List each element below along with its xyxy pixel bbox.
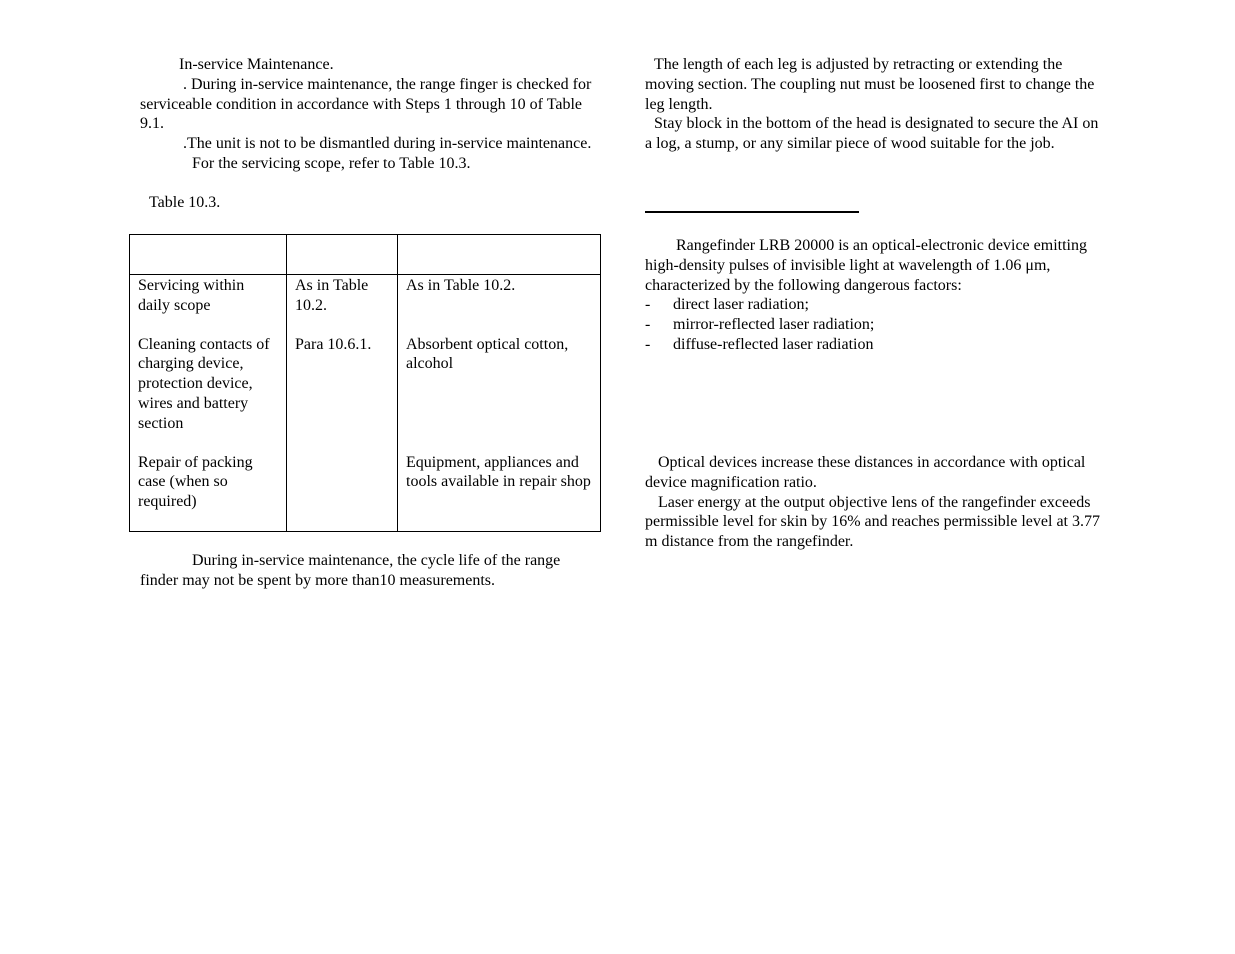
list-marker: -	[645, 335, 651, 353]
list-item-text: direct laser radiation;	[673, 296, 809, 314]
paragraph-no-dismantle: .The unit is not to be dismantled during in-service maintenance.	[183, 135, 592, 153]
servicing-table	[129, 234, 601, 532]
list-marker: -	[645, 316, 651, 334]
table-cell-materials: Absorbent optical cotton, alcohol	[398, 335, 601, 453]
table-cell-work: Servicing within daily scope	[130, 275, 287, 335]
left-column	[140, 55, 600, 213]
paragraph-rangefinder-description: Rangefinder LRB 20000 is an optical-electronic device emitting high-density pulses of invisible light at wavelength of 1.06 μm, characterized by the following dangerous factors:	[645, 237, 1087, 294]
paragraph-leg-length: The length of each leg is adjusted by retracting or extending the moving section. The coupling nut must be loosened first to change the leg length.	[645, 56, 1095, 113]
table-header-row	[130, 235, 601, 275]
table-cell-materials: As in Table 10.2.	[398, 275, 601, 335]
left-column-footer	[140, 551, 600, 591]
list-item-text: diffuse-reflected laser radiation	[673, 335, 874, 353]
section-divider	[645, 211, 859, 213]
list-item	[645, 315, 1100, 335]
right-column-safety	[645, 236, 1100, 355]
paragraph-optical-devices: Optical devices increase these distances in accordance with optical device magnification ratio.	[645, 454, 1086, 491]
table-header-cell	[287, 235, 398, 275]
table-cell-work: Cleaning contacts of charging device, protection device, wires and battery section	[130, 335, 287, 453]
paragraph-servicing-scope: For the servicing scope, refer to Table 10.3.	[192, 154, 471, 172]
paragraph-in-service-check: . During in-service maintenance, the range finger is checked for serviceable condition in accordance with Steps 1 through 10 of Table 9.1.	[140, 75, 592, 133]
list-item	[645, 335, 1100, 355]
table-cell-reference	[287, 453, 398, 532]
table-cell-reference: Para 10.6.1.	[287, 335, 398, 453]
paragraph-cycle-life: During in-service maintenance, the cycle life of the range finder may not be spent by more than10 measurements.	[140, 552, 561, 589]
paragraph-laser-energy: Laser energy at the output objective lens of the rangefinder exceeds permissible level for skin by 16% and reaches permissible level at 3.77 m distance from the rangefinder.	[645, 493, 1100, 551]
right-column-optical	[645, 453, 1100, 552]
right-column-top	[645, 55, 1100, 154]
section-heading: In-service Maintenance.	[179, 56, 334, 73]
table-row	[130, 453, 601, 532]
list-item-text: mirror-reflected laser radiation;	[673, 316, 875, 334]
list-item	[645, 295, 1100, 315]
paragraph-stay-block: Stay block in the bottom of the head is designated to secure the AI on a log, a stump, or any similar piece of wood suitable for the job.	[645, 115, 1099, 153]
table-caption: Table 10.3.	[149, 193, 221, 211]
table-header-cell	[398, 235, 601, 275]
list-marker: -	[645, 296, 651, 314]
table-cell-work: Repair of packing case (when so required)	[130, 453, 287, 532]
table-cell-materials: Equipment, appliances and tools available in repair shop	[398, 453, 601, 532]
table-header-cell	[130, 235, 287, 275]
table-row	[130, 275, 601, 335]
table-cell-reference: As in Table 10.2.	[287, 275, 398, 335]
table-row	[130, 335, 601, 453]
